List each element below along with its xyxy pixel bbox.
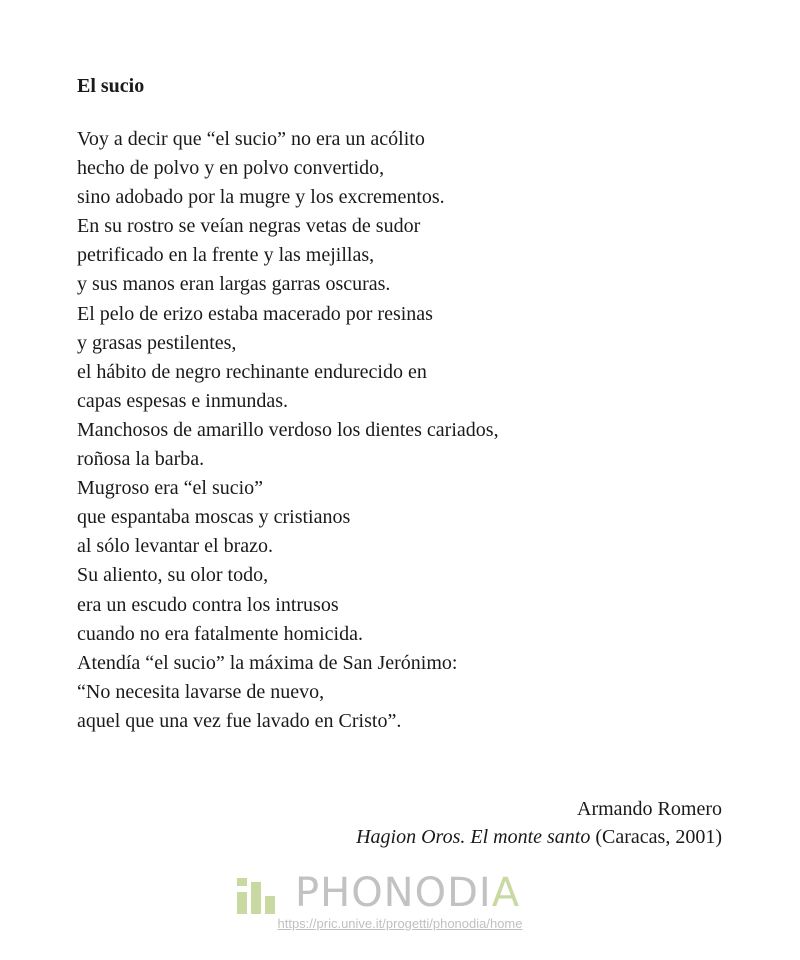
poem-line: y sus manos eran largas garras oscuras.	[77, 273, 391, 296]
source-citation	[356, 823, 722, 851]
poem-line: el hábito de negro rechinante endurecido en	[77, 360, 427, 383]
poem-title: El sucio	[77, 75, 145, 97]
poem-line: y grasas pestilentes,	[77, 331, 237, 354]
poem-line: Voy a decir que “el sucio” no era un acólito	[77, 128, 425, 150]
logo-wordmark	[295, 870, 520, 916]
phonodia-logo	[237, 870, 567, 916]
bar-chart-icon	[237, 874, 283, 914]
poem-line: era un escudo contra los intrusos	[77, 593, 339, 616]
poem-line: cuando no era fatalmente homicida.	[77, 622, 363, 645]
poem-line: aquel que una vez fue lavado en Cristo”.	[77, 709, 402, 732]
poem-line: El pelo de erizo estaba macerado por resinas	[77, 302, 433, 325]
logo-text-accent: A	[491, 870, 521, 916]
poem-line: sino adobado por la mugre y los excrementos.	[77, 186, 445, 209]
author-name: Armando Romero	[577, 798, 722, 820]
poem-body	[77, 125, 499, 736]
logo-url-link[interactable]: https://pric.unive.it/progetti/phonodia/home	[277, 916, 523, 931]
poem-line: Atendía “el sucio” la máxima de San Jerónimo:	[77, 651, 458, 674]
poem-line: que espantaba moscas y cristianos	[77, 506, 351, 529]
poem-line: petrificado en la frente y las mejillas,	[77, 244, 375, 267]
poem-line: “No necesita lavarse de nuevo,	[77, 680, 325, 703]
logo-text-main: PHONODI	[295, 870, 492, 916]
poem-line: capas espesas e inmundas.	[77, 389, 289, 412]
poem-line: Su aliento, su olor todo,	[77, 564, 269, 587]
poem-line: Manchosos de amarillo verdoso los dientes cariados,	[77, 418, 499, 441]
poem-line: hecho de polvo y en polvo convertido,	[77, 157, 385, 180]
book-title: Hagion Oros. El monte santo	[356, 826, 591, 848]
poem-line: Mugroso era “el sucio”	[77, 477, 264, 500]
attribution	[356, 795, 722, 851]
publication-info: (Caracas, 2001)	[595, 826, 722, 848]
poem-line: En su rostro se veían negras vetas de sudor	[77, 215, 421, 238]
poem-line: roñosa la barba.	[77, 448, 205, 471]
poem-line: al sólo levantar el brazo.	[77, 535, 274, 558]
